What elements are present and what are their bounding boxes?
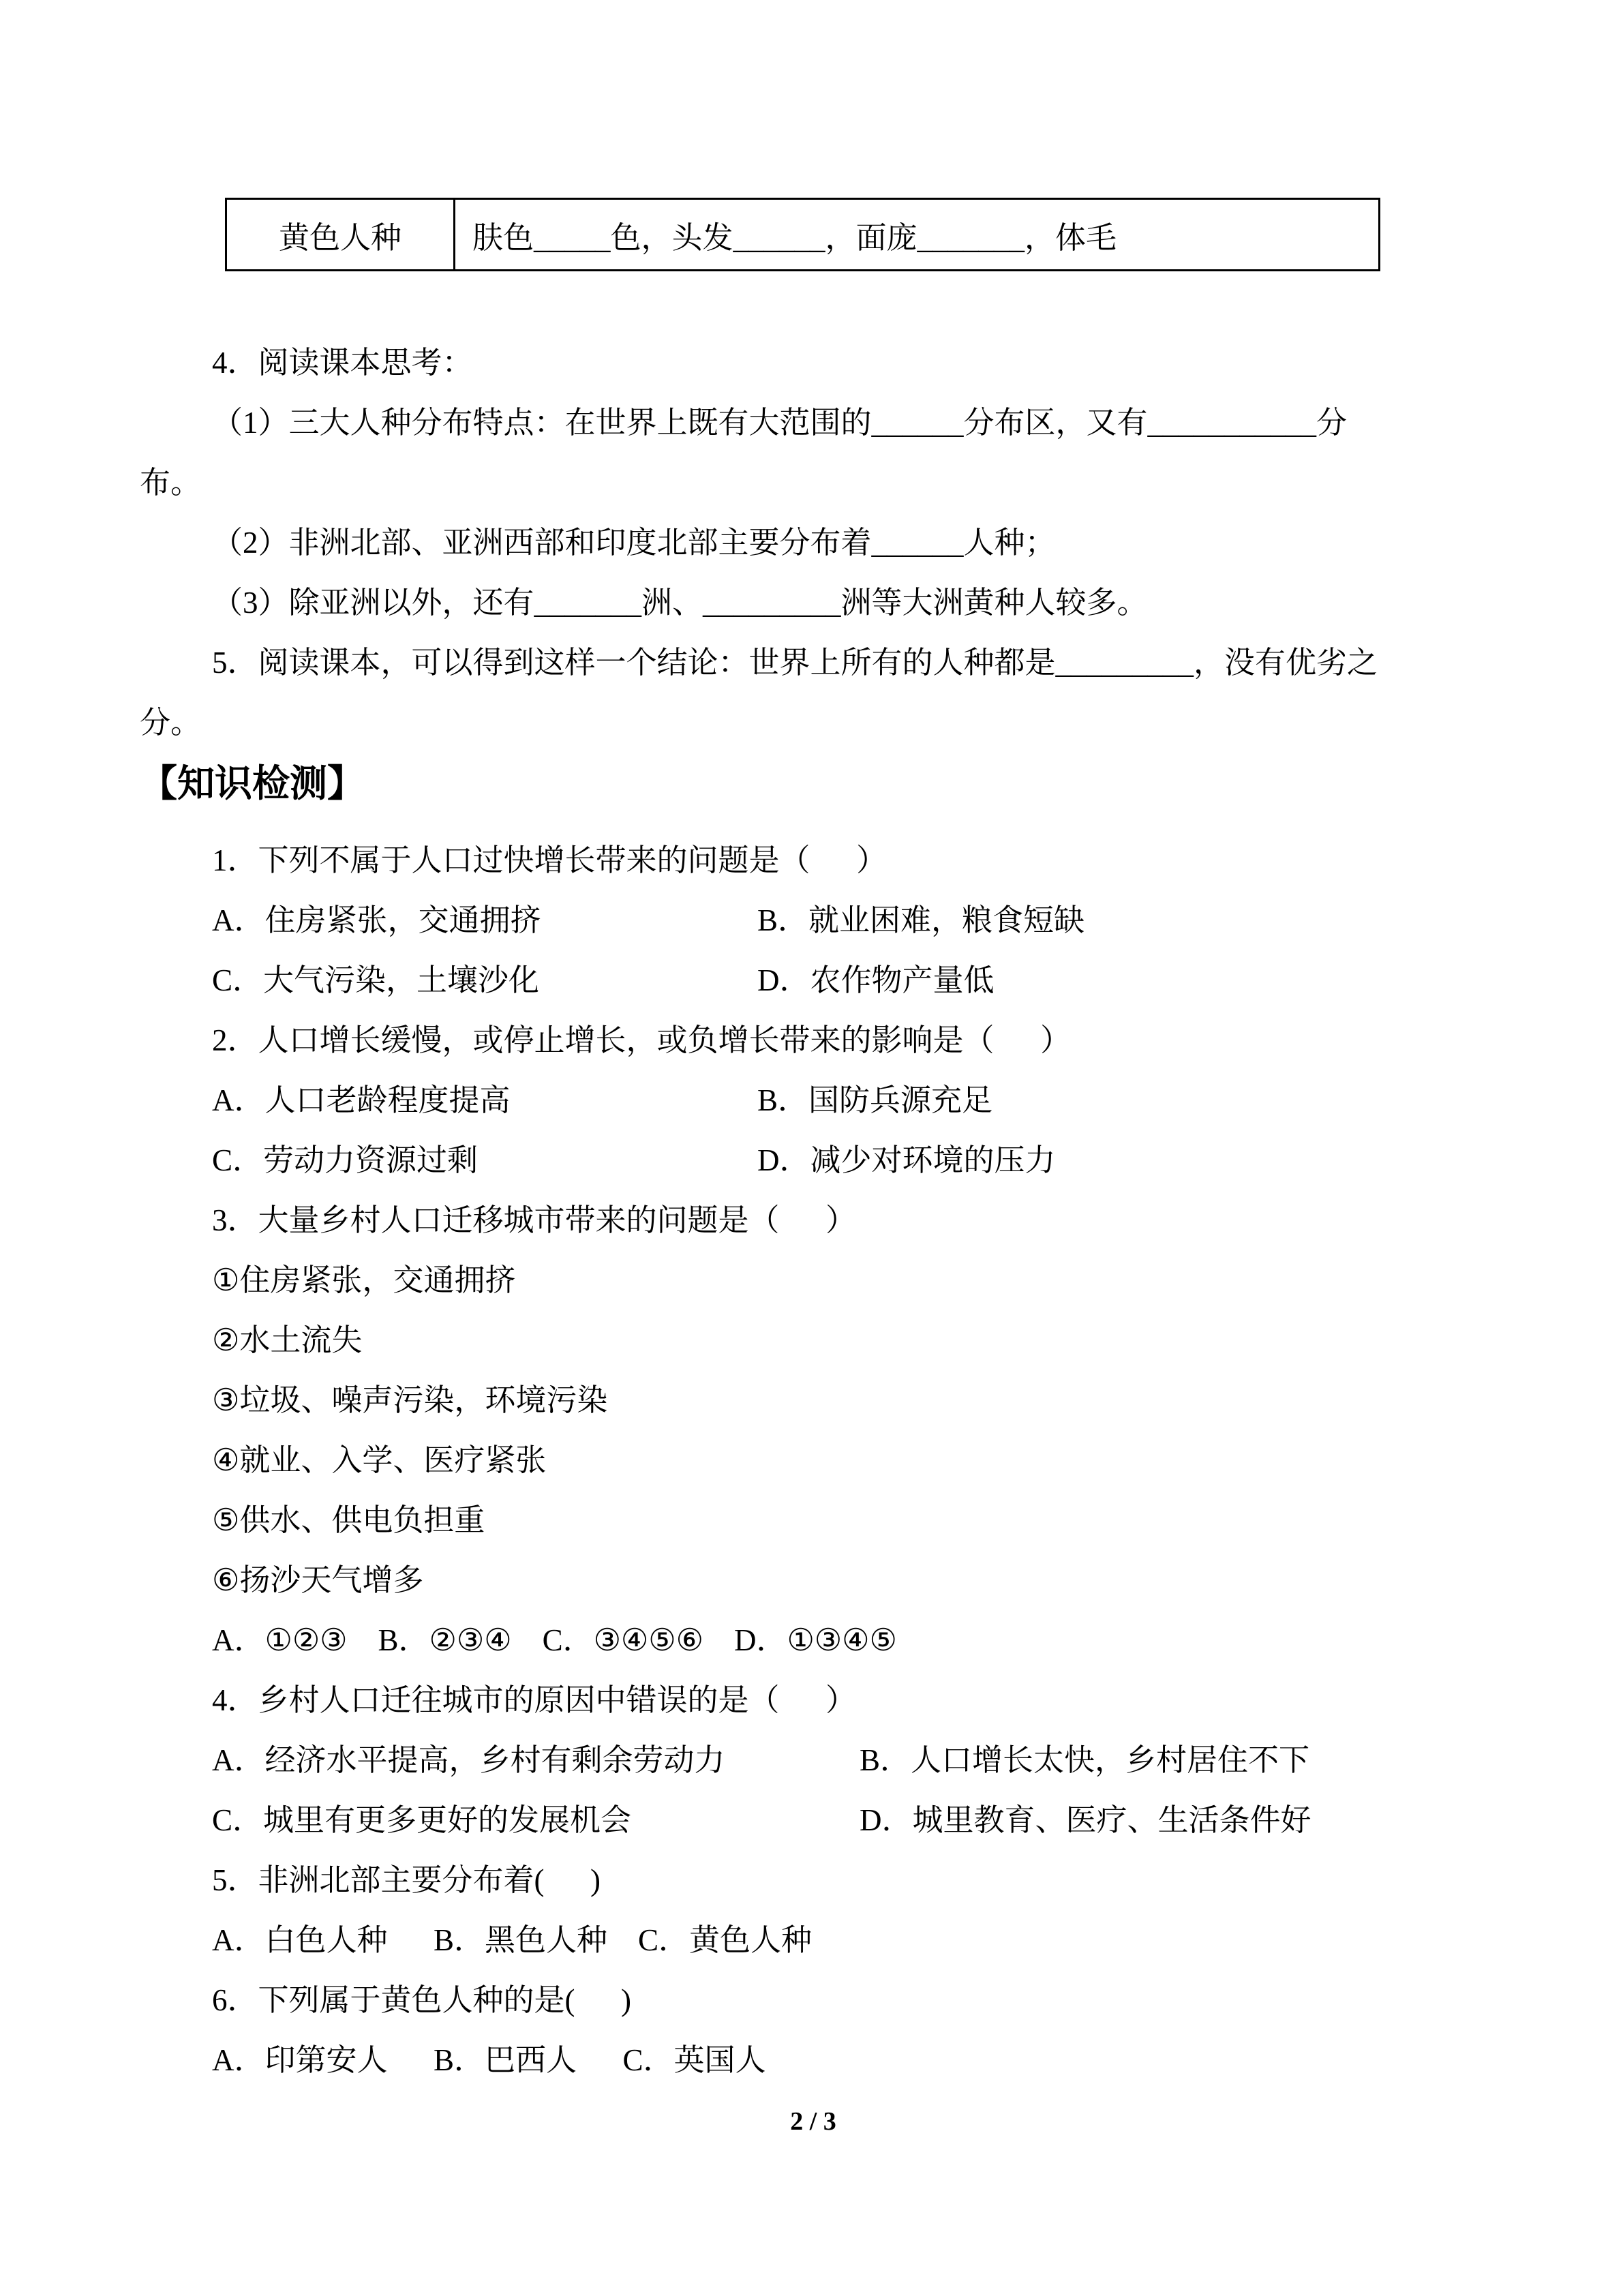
quiz-q5-options: A．白色人种 B．黑色人种 C．黄色人种 [212,1923,813,1957]
quiz-q3-stem: 3．大量乡村人口迁移城市带来的问题是（ ） [212,1203,857,1237]
quiz-q2-option-c: C．劳动力资源过剩 [212,1143,479,1177]
quiz-q1-option-b: B．就业困难，粮食短缺 [757,903,1085,937]
race-table [225,198,1380,271]
quiz-q3-item-4: ④就业、入学、医疗紧张 [212,1443,547,1477]
quiz-q1-option-d: D．农作物产量低 [757,963,995,997]
page-number: 2 / 3 [790,2107,836,2136]
table-row [226,199,1380,271]
quiz-q3-answer-choices: A．①②③ B．②③④ C．③④⑤⑥ D．①③④⑤ [212,1623,897,1657]
quiz-q2-option-a: A．人口老龄程度提高 [212,1083,511,1117]
quiz-q6-stem: 6．下列属于黄色人种的是( ) [212,1983,631,2017]
quiz-q1-option-c: C．大气污染，土壤沙化 [212,963,540,997]
quiz-q4-stem: 4．乡村人口迁往城市的原因中错误的是（ ） [212,1683,857,1717]
quiz-q2-options-row1 [140,1070,1487,1130]
quiz-q6-options: A．印第安人 B．巴西人 C．英国人 [212,2043,766,2077]
quiz-q4-option-b: B．人口增长太快，乡村居住不下 [860,1743,1310,1777]
quiz-q3-item-6: ⑥扬沙天气增多 [212,1563,424,1597]
quiz-q1-option-a: A．住房紧张，交通拥挤 [212,903,541,937]
quiz-q2-option-b: B．国防兵源充足 [757,1083,993,1117]
quiz-q4-options-row1 [140,1730,1487,1790]
question-4-1-line1: （1）三大人种分布特点：在世界上既有大范围的______分布区，又有___________分 [212,406,1348,440]
quiz-q5-stem: 5．非洲北部主要分布着( ) [212,1863,601,1897]
quiz-q4-option-d: D．城里教育、医疗、生活条件好 [860,1803,1311,1837]
question-4-1-line2: 布。 [140,466,202,500]
quiz-q3-item-2: ②水土流失 [212,1323,363,1357]
quiz-q3-item-1: ①住房紧张，交通拥挤 [212,1263,516,1297]
question-5-line1: 5．阅读课本，可以得到这样一个结论：世界上所有的人种都是_________，没有优劣之 [212,646,1378,680]
quiz-q3-item-3: ③垃圾、噪声污染，环境污染 [212,1383,608,1417]
quiz-q1-options-row2 [140,950,1487,1010]
quiz-q3-item-5: ⑤供水、供电负担重 [212,1503,485,1537]
section-header-knowledge-check: 【知识检测】 [140,763,365,804]
quiz-q4-options-row2 [140,1790,1487,1850]
quiz-q2-options-row2 [140,1130,1487,1190]
quiz-q1-stem: 1．下列不属于人口过快增长带来的问题是（ ） [212,843,888,877]
race-label-cell: 黄色人种 [226,199,455,271]
question-4-2: （2）非洲北部、亚洲西部和印度北部主要分布着______人种； [212,526,1056,560]
question-4-3: （3）除亚洲以外，还有_______洲、_________洲等大洲黄种人较多。 [212,586,1148,620]
race-description-cell: 肤色_____色，头发______，面庞_______，体毛 [455,199,1380,271]
question-5-line2: 分。 [140,706,202,740]
quiz-q2-option-d: D．减少对环境的压力 [757,1143,1056,1177]
question-4-heading: 4．阅读课本思考： [212,346,473,380]
quiz-q2-stem: 2．人口增长缓慢，或停止增长，或负增长带来的影响是（ ） [212,1023,1072,1057]
quiz-q4-option-c: C．城里有更多更好的发展机会 [212,1803,632,1837]
quiz-q4-option-a: A．经济水平提高，乡村有剩余劳动力 [212,1743,725,1777]
quiz-q1-options-row1 [140,890,1487,950]
